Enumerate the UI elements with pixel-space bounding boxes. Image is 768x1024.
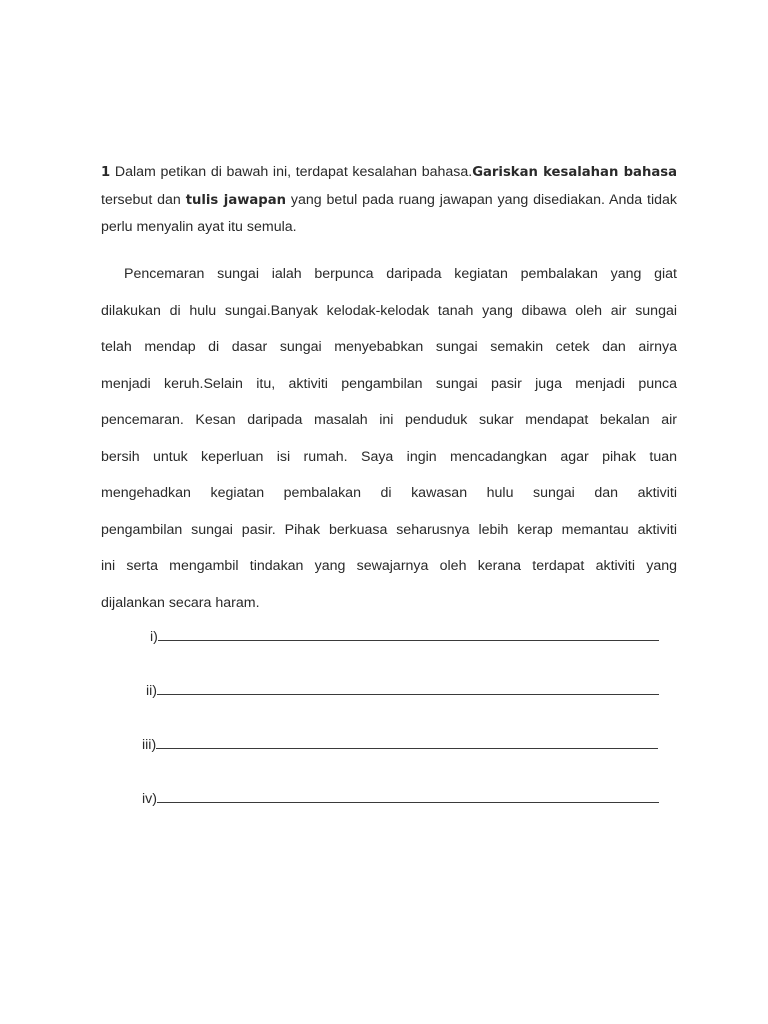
passage-line: pengambilan sungai pasir. Pihak berkuasa seharusnya lebih kerap memantau aktiviti xyxy=(101,521,677,538)
answer-blank[interactable] xyxy=(157,788,659,803)
passage-line: dijalankan secara haram. xyxy=(101,594,260,611)
passage-line: telah mendap di dasar sungai menyebabkan sungai semakin cetek dan airnya xyxy=(101,339,677,355)
instruction-bold-1: Gariskan kesalahan bahasa xyxy=(472,165,677,180)
answer-blank[interactable] xyxy=(157,680,659,695)
passage-line: mengehadkan kegiatan pembalakan di kawasan hulu sungai dan aktiviti xyxy=(101,485,677,501)
answer-label: i) xyxy=(150,629,158,645)
passage-line: menjadi keruh.Selain itu, aktiviti pengambilan sungai pasir juga menjadi punca xyxy=(101,375,677,392)
answer-blank[interactable] xyxy=(158,626,659,641)
instruction-text-1: Dalam petikan di bawah ini, terdapat kesalahan bahasa. xyxy=(110,164,473,180)
passage-line: ini serta mengambil tindakan yang sewajarnya oleh kerana terdapat aktiviti yang xyxy=(101,558,677,574)
answer-line-2[interactable] xyxy=(146,680,659,700)
passage xyxy=(101,256,677,621)
answer-label: iv) xyxy=(142,791,157,807)
passage-line: dilakukan di hulu sungai.Banyak kelodak-kelodak tanah yang dibawa oleh air sungai xyxy=(101,302,677,319)
answer-line-1[interactable] xyxy=(150,626,659,646)
answer-line-4[interactable] xyxy=(142,788,659,808)
passage-line: Pencemaran sungai ialah berpunca daripada kegiatan pembalakan yang giat xyxy=(124,266,677,282)
instruction-text-2: tersebut dan xyxy=(101,191,186,208)
question-instruction xyxy=(101,159,677,241)
instruction-bold-2: tulis jawapan xyxy=(185,192,287,208)
answer-line-3[interactable] xyxy=(142,734,658,754)
instruction-text-3: yang betul pada ruang jawapan yang disediakan. Anda tidak perlu menyalin ayat itu semula. xyxy=(101,191,677,235)
answer-label: ii) xyxy=(146,683,158,699)
passage-line: pencemaran. Kesan daripada masalah ini penduduk sukar mendapat bekalan air xyxy=(101,412,677,428)
passage-line: bersih untuk keperluan isi rumah. Saya ingin mencadangkan agar pihak tuan xyxy=(101,448,677,465)
answer-label: iii) xyxy=(142,737,157,753)
answer-blank[interactable] xyxy=(156,734,658,749)
question-number: 1 xyxy=(101,165,111,180)
